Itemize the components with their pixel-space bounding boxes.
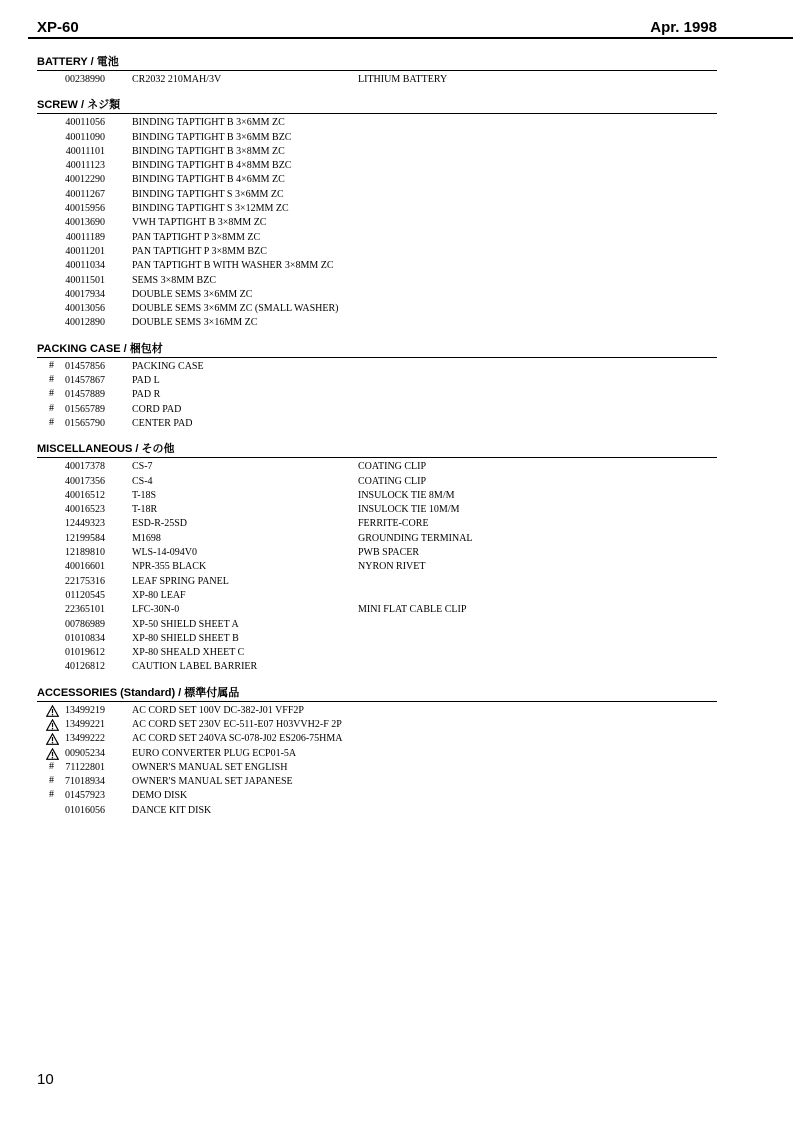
part-number: 40017356 (65, 475, 105, 487)
part-number: 01457867 (65, 375, 105, 387)
part-description: AC CORD SET 100V DC-382-J01 VFF2P (132, 704, 304, 716)
part-row (37, 560, 717, 574)
part-number: 01019612 (65, 647, 105, 659)
part-row (37, 460, 717, 474)
new-part-mark (41, 388, 59, 402)
part-description: BINDING TAPTIGHT B 4×8MM BZC (132, 160, 292, 172)
part-number: 00786989 (65, 618, 105, 630)
section-rows (37, 114, 717, 330)
section-rows (37, 358, 717, 431)
part-row (37, 475, 717, 489)
warning-triangle-icon (46, 705, 59, 717)
hash-mark: # (49, 775, 54, 787)
parts-section (37, 99, 717, 330)
page-number: 10 (37, 1071, 54, 1088)
section-title: PACKING CASE / 梱包材 (37, 343, 717, 358)
page-header (0, 0, 793, 40)
part-row (37, 259, 717, 273)
part-number: 40012890 (65, 317, 105, 329)
part-number: 13499221 (65, 718, 105, 730)
part-number: 00905234 (65, 747, 105, 759)
part-description: PAD R (132, 389, 161, 401)
part-number: 13499222 (65, 733, 105, 745)
section-rows (37, 71, 717, 87)
part-note: COATING CLIP (358, 461, 427, 473)
part-description: CENTER PAD (132, 417, 193, 429)
part-description: M1698 (132, 532, 161, 544)
part-row (37, 216, 717, 230)
part-description: PAN TAPTIGHT B WITH WASHER 3×8MM ZC (132, 260, 334, 272)
part-row (37, 417, 717, 431)
part-number: 22175316 (65, 575, 105, 587)
part-number: 01457889 (65, 389, 105, 401)
part-row (37, 704, 717, 718)
new-part-mark (41, 360, 59, 374)
part-row (37, 503, 717, 517)
part-number: 01565790 (65, 417, 105, 429)
part-description: PAN TAPTIGHT P 3×8MM ZC (132, 231, 261, 243)
part-note: FERRITE-CORE (358, 518, 429, 530)
part-row (37, 388, 717, 402)
parts-list (37, 56, 717, 830)
part-number: 12189810 (65, 547, 105, 559)
part-number: 01457856 (65, 360, 105, 372)
part-row (37, 660, 717, 674)
part-number: 22365101 (65, 604, 105, 616)
part-description: PACKING CASE (132, 360, 204, 372)
part-description: CS-4 (132, 475, 153, 487)
new-part-mark (41, 417, 59, 431)
part-description: ESD-R-25SD (132, 518, 188, 530)
part-description: CS-7 (132, 461, 153, 473)
section-rows (37, 702, 717, 818)
part-note: INSULOCK TIE 8M/M (358, 489, 455, 501)
part-note: PWB SPACER (358, 547, 420, 559)
safety-warning-icon (41, 704, 59, 718)
parts-section (37, 343, 717, 431)
part-row (37, 532, 717, 546)
part-row (37, 145, 717, 159)
part-row (37, 789, 717, 803)
new-part-mark (41, 374, 59, 388)
part-number: 13499219 (65, 704, 105, 716)
part-note: INSULOCK TIE 10M/M (358, 504, 460, 516)
part-row (37, 302, 717, 316)
part-number: 01120545 (65, 589, 105, 601)
part-description: SEMS 3×8MM BZC (132, 274, 216, 286)
part-row (37, 316, 717, 330)
hash-mark: # (49, 374, 54, 386)
part-number: 40011189 (65, 231, 105, 243)
part-row (37, 288, 717, 302)
section-rows (37, 458, 717, 674)
part-number: 40011034 (65, 260, 105, 272)
part-number: 40012290 (65, 174, 105, 186)
part-number: 40015956 (65, 203, 105, 215)
part-number: 40016523 (65, 504, 105, 516)
part-description: CR2032 210MAH/3V (132, 74, 222, 85)
part-row (37, 618, 717, 632)
safety-warning-icon (41, 747, 59, 761)
part-row (37, 517, 717, 531)
part-number: 71018934 (65, 776, 105, 788)
part-row (37, 804, 717, 818)
part-row (37, 575, 717, 589)
hash-mark: # (49, 402, 54, 414)
part-number: 40016512 (65, 489, 105, 501)
part-number: 40011090 (65, 131, 105, 143)
part-description: BINDING TAPTIGHT B 3×6MM BZC (132, 131, 292, 143)
part-row (37, 603, 717, 617)
part-number: 40126812 (65, 661, 105, 673)
part-number: 40017378 (65, 461, 105, 473)
part-row (37, 747, 717, 761)
part-description: EURO CONVERTER PLUG ECP01-5A (132, 747, 297, 759)
parts-section (37, 687, 717, 818)
part-number: 01457923 (65, 790, 105, 802)
part-description: PAN TAPTIGHT P 3×8MM BZC (132, 245, 267, 257)
part-number: 40011123 (65, 160, 105, 172)
part-row (37, 646, 717, 660)
part-number: 40011501 (65, 274, 105, 286)
part-row (37, 632, 717, 646)
part-number: 40011056 (65, 117, 105, 129)
section-title: BATTERY / 電池 (37, 56, 717, 71)
part-number: 12199584 (65, 532, 105, 544)
part-description: DOUBLE SEMS 3×16MM ZC (132, 317, 258, 329)
part-number: 01016056 (65, 804, 105, 816)
part-description: XP-80 SHIELD SHEET B (132, 632, 239, 644)
new-part-mark (41, 403, 59, 417)
part-description: LFC-30N-0 (132, 604, 180, 616)
part-description: BINDING TAPTIGHT B 3×6MM ZC (132, 117, 285, 129)
parts-section (37, 56, 717, 87)
parts-section (37, 443, 717, 674)
part-number: 40013056 (65, 303, 105, 315)
part-description: CORD PAD (132, 403, 182, 415)
part-row (37, 73, 717, 87)
part-description: OWNER'S MANUAL SET ENGLISH (132, 761, 288, 773)
part-description: BINDING TAPTIGHT B 4×6MM ZC (132, 174, 285, 186)
hash-mark: # (49, 416, 54, 428)
part-row (37, 231, 717, 245)
part-number: 40017934 (65, 288, 105, 300)
part-number: 40011267 (65, 188, 105, 200)
new-part-mark (41, 775, 59, 789)
part-description: DOUBLE SEMS 3×6MM ZC (SMALL WASHER) (132, 303, 339, 315)
part-description: BINDING TAPTIGHT S 3×6MM ZC (132, 188, 284, 200)
part-row (37, 374, 717, 388)
part-row (37, 159, 717, 173)
part-description: T-18S (132, 489, 157, 501)
part-description: DANCE KIT DISK (132, 804, 212, 816)
safety-warning-icon (41, 732, 59, 746)
part-description: AC CORD SET 230V EC-511-E07 H03VVH2-F 2P (132, 718, 342, 730)
part-row (37, 202, 717, 216)
part-number: 71122801 (65, 761, 105, 773)
hash-mark: # (49, 789, 54, 801)
part-number: 00238990 (65, 74, 105, 85)
part-note: MINI FLAT CABLE CLIP (358, 604, 467, 616)
part-row (37, 173, 717, 187)
section-title: MISCELLANEOUS / その他 (37, 443, 717, 458)
section-title: ACCESSORIES (Standard) / 標準付属品 (37, 687, 717, 702)
part-description: PAD L (132, 375, 160, 387)
hash-mark: # (49, 359, 54, 371)
header-rule (28, 37, 793, 39)
part-number: 40011101 (65, 145, 105, 157)
part-row (37, 245, 717, 259)
part-description: NPR-355 BLACK (132, 561, 207, 573)
part-note: LITHIUM BATTERY (358, 74, 448, 85)
part-description: XP-80 SHEALD XHEET C (132, 647, 245, 659)
part-note: NYRON RIVET (358, 561, 426, 573)
part-description: XP-80 LEAF (132, 589, 186, 601)
part-description: BINDING TAPTIGHT S 3×12MM ZC (132, 203, 289, 215)
part-note: COATING CLIP (358, 475, 427, 487)
part-description: DEMO DISK (132, 790, 188, 802)
part-number: 01565789 (65, 403, 105, 415)
part-row (37, 274, 717, 288)
new-part-mark (41, 761, 59, 775)
new-part-mark (41, 789, 59, 803)
part-row (37, 131, 717, 145)
part-row (37, 489, 717, 503)
part-description: AC CORD SET 240VA SC-078-J02 ES206-75HMA (132, 733, 343, 745)
part-description: OWNER'S MANUAL SET JAPANESE (132, 776, 293, 788)
part-row (37, 589, 717, 603)
model-name: XP-60 (37, 19, 79, 36)
warning-triangle-icon (46, 719, 59, 731)
part-number: 40011201 (65, 245, 105, 257)
part-row (37, 732, 717, 746)
part-row (37, 403, 717, 417)
section-title: SCREW / ネジ類 (37, 99, 717, 114)
part-row (37, 775, 717, 789)
warning-triangle-icon (46, 733, 59, 745)
part-row (37, 718, 717, 732)
part-note: GROUNDING TERMINAL (358, 532, 473, 544)
part-number: 12449323 (65, 518, 105, 530)
document-date: Apr. 1998 (650, 19, 717, 36)
part-description: XP-50 SHIELD SHEET A (132, 618, 239, 630)
part-row (37, 761, 717, 775)
warning-triangle-icon (46, 748, 59, 760)
part-description: T-18R (132, 504, 158, 516)
part-row (37, 360, 717, 374)
safety-warning-icon (41, 718, 59, 732)
part-description: VWH TAPTIGHT B 3×8MM ZC (132, 217, 267, 229)
part-row (37, 116, 717, 130)
hash-mark: # (49, 760, 54, 772)
part-description: CAUTION LABEL BARRIER (132, 661, 258, 673)
part-row (37, 188, 717, 202)
part-description: LEAF SPRING PANEL (132, 575, 229, 587)
part-description: WLS-14-094V0 (132, 547, 197, 559)
part-number: 40016601 (65, 561, 105, 573)
part-number: 40013690 (65, 217, 105, 229)
part-number: 01010834 (65, 632, 105, 644)
hash-mark: # (49, 388, 54, 400)
part-row (37, 546, 717, 560)
part-description: BINDING TAPTIGHT B 3×8MM ZC (132, 145, 285, 157)
part-description: DOUBLE SEMS 3×6MM ZC (132, 288, 253, 300)
